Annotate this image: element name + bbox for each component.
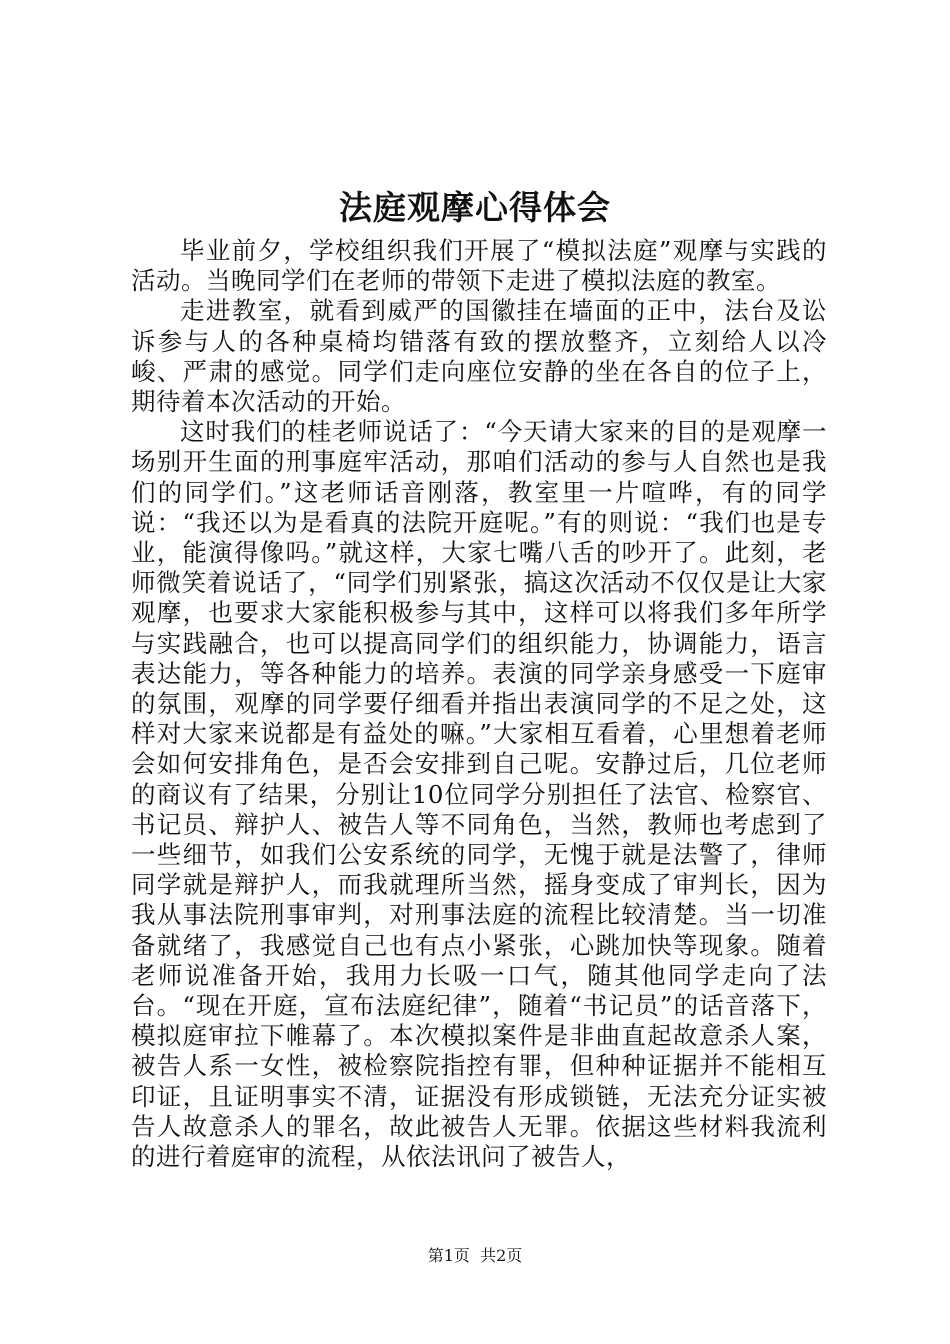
paragraph: 走进教室，就看到威严的国徽挂在墙面的正中，法台及讼诉参与人的各种桌椅均错落有致的摆放整齐，立刻给人以冷峻、严肃的感觉。同学们走向座位安静的坐在各自的位子上，期待着本次活动的开始。 <box>131 296 827 417</box>
page-total: 共2页 <box>480 1246 523 1265</box>
page-footer <box>0 1245 950 1267</box>
page-number: 第1页 <box>427 1246 470 1265</box>
paragraph: 毕业前夕，学校组织我们开展了“模拟法庭”观摩与实践的活动。当晚同学们在老师的带领下走进了模拟法庭的教室。 <box>131 236 827 296</box>
paragraph: 这时我们的桂老师说话了：“今天请大家来的目的是观摩一场别开生面的刑事庭牢活动，那咱们活动的参与人自然也是我们的同学们。”这老师话音刚落，教室里一片喧哗，有的同学说：“我还以为是看真的法院开庭呢。”有的则说：“我们也是专业，能演得像吗。”就这样，大家七嘴八舌的吵开了。此刻，老师微笑着说话了，“同学们别紧张，搞这次活动不仅仅是让大家观摩，也要求大家能积极参与其中，这样可以将我们多年所学与实践融合，也可以提高同学们的组织能力，协调能力，语言表达能力，等各种能力的培养。表演的同学亲身感受一下庭审的氛围，观摩的同学要仔细看并指出表演同学的不足之处，这样对大家来说都是有益处的嘛。”大家相互看着，心里想着老师会如何安排角色，是否会安排到自己呢。安静过后，几位老师的商议有了结果，分别让10位同学分别担任了法官、检察官、书记员、辩护人、被告人等不同角色，当然，教师也考虑到了一些细节，如我们公安系统的同学，无愧于就是法警了，律师同学就是辩护人，而我就理所当然，摇身变成了审判长，因为我从事法院刑事审判，对刑事法庭的流程比较清楚。当一切准备就绪了，我感觉自己也有点小紧张，心跳加快等现象。随着老师说准备开始，我用力长吸一口气，随其他同学走向了法台。“现在开庭，宣布法庭纪律”，随着“书记员”的话音落下，模拟庭审拉下帷幕了。本次模拟案件是非曲直起故意杀人案，被告人系一女性，被检察院指控有罪，但种种证据并不能相互印证，且证明事实不清，证据没有形成锁链，无法充分证实被告人故意杀人的罪名，故此被告人无罪。依据这些材料我流利的进行着庭审的流程，从依法讯问了被告人， <box>131 417 827 1172</box>
document-body <box>131 236 827 1172</box>
document-title: 法庭观摩心得体会 <box>339 188 611 227</box>
